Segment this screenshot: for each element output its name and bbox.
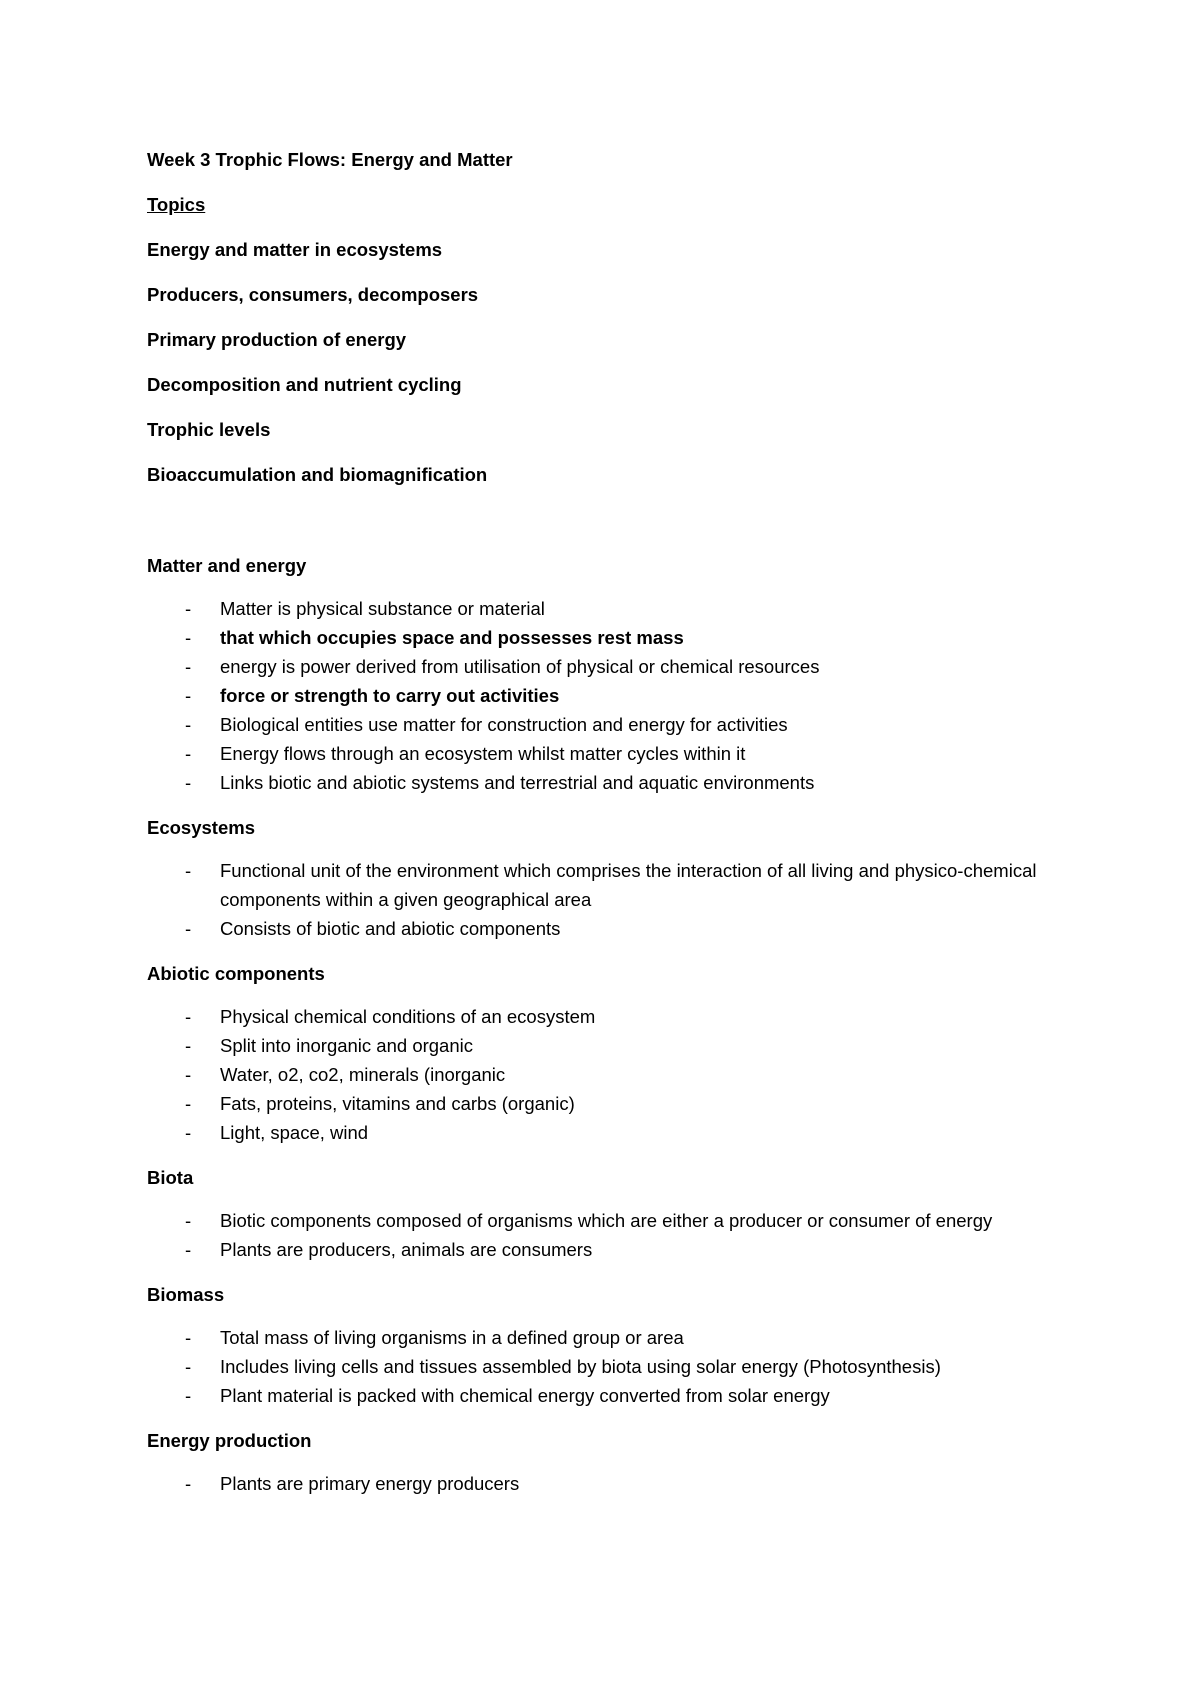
dash-bullet: -: [185, 656, 192, 677]
bullet-item: [147, 1118, 1067, 1147]
topic-item: Trophic levels: [147, 419, 271, 440]
bullet-item: [147, 1002, 1067, 1031]
dash-bullet: -: [185, 1210, 192, 1231]
bullet-item: [147, 1060, 1067, 1089]
section-heading-ecosystems: Ecosystems: [147, 817, 255, 838]
bullet-item: [147, 1323, 1067, 1352]
bullet-text: Energy flows through an ecosystem whilst matter cycles within it: [220, 743, 746, 764]
dash-bullet: -: [185, 918, 192, 939]
bullet-item: [147, 1031, 1067, 1060]
bullet-text: force or strength to carry out activities: [220, 685, 560, 706]
dash-bullet: -: [185, 1239, 192, 1260]
bullet-item: [147, 1352, 1067, 1381]
bullet-item: [147, 768, 1067, 797]
dash-bullet: -: [185, 1385, 192, 1406]
dash-bullet: -: [185, 860, 192, 881]
bullet-text: Links biotic and abiotic systems and terrestrial and aquatic environments: [220, 772, 815, 793]
bullet-text: Plant material is packed with chemical energy converted from solar energy: [220, 1385, 830, 1406]
topic-item: Producers, consumers, decomposers: [147, 284, 479, 305]
bullet-list-biota: [147, 1206, 1067, 1264]
topic-item: Energy and matter in ecosystems: [147, 239, 443, 260]
bullet-item: [147, 1206, 1067, 1235]
dash-bullet: -: [185, 685, 192, 706]
section-heading-biota: Biota: [147, 1167, 194, 1188]
dash-bullet: -: [185, 1035, 192, 1056]
bullet-text: Functional unit of the environment which comprises the interaction of all living and physico-chemical components within a given geographical area: [220, 860, 1037, 910]
bullet-text: Total mass of living organisms in a defined group or area: [220, 1327, 684, 1348]
bullet-item: [147, 739, 1067, 768]
bullet-text: Includes living cells and tissues assembled by biota using solar energy (Photosynthesis): [220, 1356, 941, 1377]
bullet-list-biomass: [147, 1323, 1067, 1410]
bullet-item: [147, 594, 1067, 623]
bullet-item: [147, 914, 1067, 943]
topic-item: Decomposition and nutrient cycling: [147, 374, 462, 395]
bullet-text: Light, space, wind: [220, 1122, 369, 1143]
bullet-item: [147, 623, 1067, 652]
bullet-text: Biological entities use matter for construction and energy for activities: [220, 714, 788, 735]
bullet-text: Plants are producers, animals are consumers: [220, 1239, 593, 1260]
dash-bullet: -: [185, 1473, 192, 1494]
dash-bullet: -: [185, 1006, 192, 1027]
topics-label: Topics: [147, 194, 206, 215]
bullet-text: Biotic components composed of organisms which are either a producer or consumer of energy: [220, 1210, 993, 1231]
dash-bullet: -: [185, 1356, 192, 1377]
dash-bullet: -: [185, 714, 192, 735]
bullet-list-ecosystems: [147, 856, 1067, 943]
bullet-text: energy is power derived from utilisation of physical or chemical resources: [220, 656, 820, 677]
bullet-text: Matter is physical substance or material: [220, 598, 545, 619]
bullet-text: Physical chemical conditions of an ecosystem: [220, 1006, 596, 1027]
section-heading-biomass: Biomass: [147, 1284, 225, 1305]
bullet-item: [147, 1089, 1067, 1118]
bullet-item: [147, 1469, 1067, 1498]
bullet-text: that which occupies space and possesses rest mass: [220, 627, 684, 648]
topic-item: Primary production of energy: [147, 329, 407, 350]
dash-bullet: -: [185, 743, 192, 764]
bullet-list-abiotic-components: [147, 1002, 1067, 1147]
topic-item: Bioaccumulation and biomagnification: [147, 464, 488, 485]
bullet-list-matter-and-energy: [147, 594, 1067, 797]
dash-bullet: -: [185, 1327, 192, 1348]
section-heading-matter-and-energy: Matter and energy: [147, 555, 307, 576]
bullet-text: Water, o2, co2, minerals (inorganic: [220, 1064, 506, 1085]
bullet-item: [147, 856, 1067, 914]
bullet-text: Fats, proteins, vitamins and carbs (organic): [220, 1093, 575, 1114]
bullet-item: [147, 710, 1067, 739]
section-heading-energy-production: Energy production: [147, 1430, 312, 1451]
bullet-text: Split into inorganic and organic: [220, 1035, 473, 1056]
dash-bullet: -: [185, 1122, 192, 1143]
dash-bullet: -: [185, 627, 192, 648]
bullet-text: Consists of biotic and abiotic components: [220, 918, 561, 939]
bullet-item: [147, 652, 1067, 681]
document-title: Week 3 Trophic Flows: Energy and Matter: [147, 149, 513, 170]
dash-bullet: -: [185, 1093, 192, 1114]
dash-bullet: -: [185, 598, 192, 619]
bullet-list-energy-production: [147, 1469, 1067, 1498]
bullet-item: [147, 681, 1067, 710]
dash-bullet: -: [185, 1064, 192, 1085]
bullet-item: [147, 1235, 1067, 1264]
bullet-text: Plants are primary energy producers: [220, 1473, 520, 1494]
section-heading-abiotic-components: Abiotic components: [147, 963, 325, 984]
document-body: [147, 145, 1067, 1514]
dash-bullet: -: [185, 772, 192, 793]
bullet-item: [147, 1381, 1067, 1410]
